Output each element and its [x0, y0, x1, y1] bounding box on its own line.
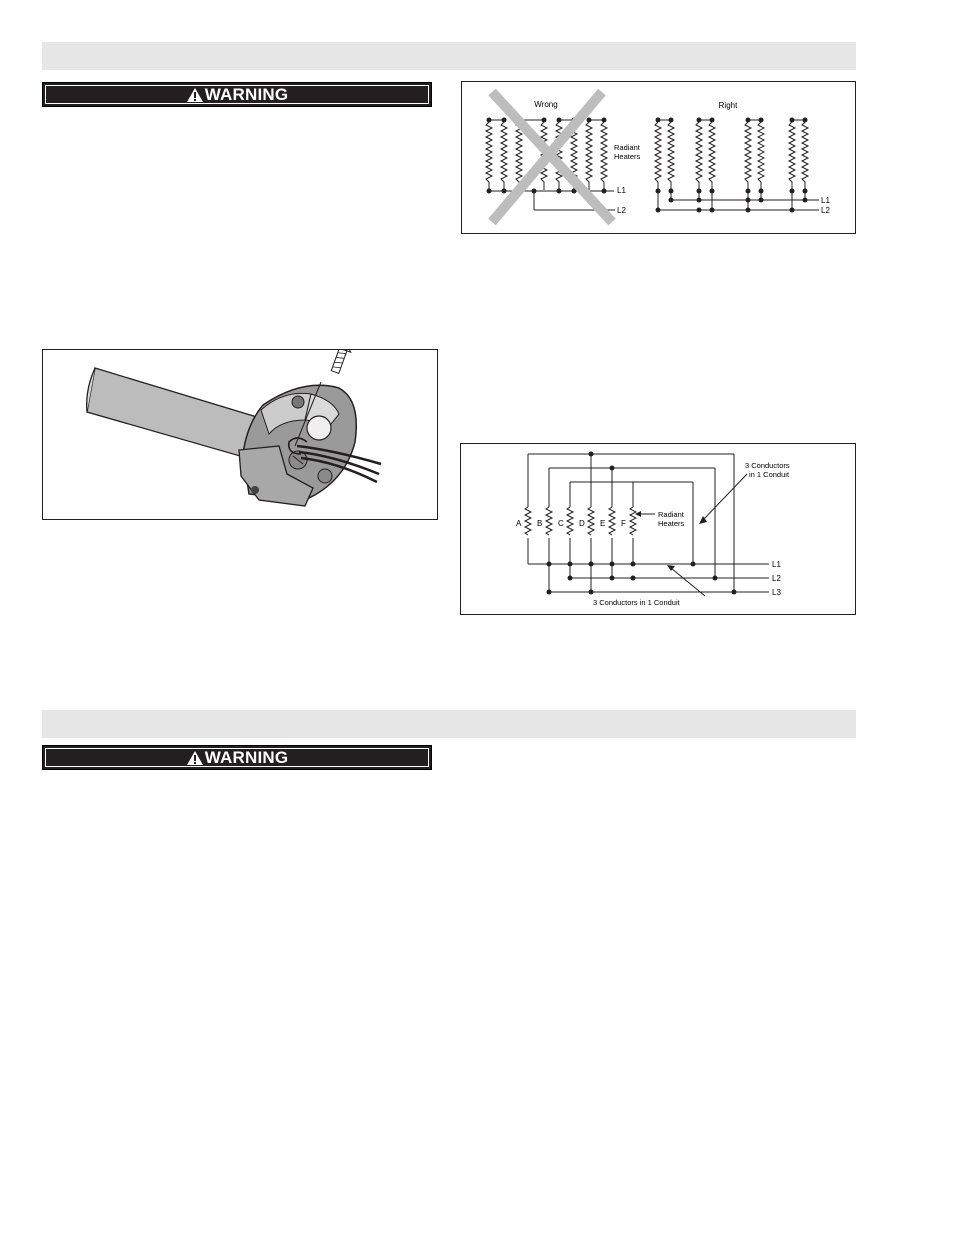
radiant-heaters-label-2: Heaters	[614, 152, 641, 161]
l2-label: L2	[772, 574, 781, 583]
wrong-label: Wrong	[534, 100, 558, 109]
wrong-l2-label: L2	[617, 206, 626, 215]
conduit-bottom-label: 3 Conductors in 1 Conduit	[593, 598, 680, 607]
three-phase-wiring-diagram	[461, 444, 855, 614]
figure-series-wiring	[461, 81, 856, 234]
heater-label-a: A	[516, 519, 522, 528]
warning-triangle-icon	[186, 87, 204, 103]
wrong-l1-label: L1	[617, 186, 626, 195]
warning-banner-2	[42, 745, 432, 770]
right-label: Right	[718, 101, 738, 110]
terminal-illustration	[43, 350, 437, 519]
warning-label: WARNING	[204, 84, 289, 104]
radiant-heaters-label-1: Radiant	[658, 510, 684, 519]
heater-label-f: F	[621, 519, 626, 528]
heater-label-e: E	[600, 519, 606, 528]
wrong-cross-mark	[492, 92, 612, 222]
heater-label-d: D	[579, 519, 585, 528]
heater-label-c: C	[558, 519, 564, 528]
heater-label-b: B	[537, 519, 543, 528]
figure-three-phase-wiring	[460, 443, 856, 615]
figure-terminal-illustration	[42, 349, 438, 520]
l3-label: L3	[772, 588, 781, 597]
conduit-top-label-1: 3 Conductors	[745, 461, 790, 470]
right-l2-label: L2	[821, 206, 830, 215]
series-wiring-diagram	[462, 82, 855, 233]
warning-banner-1	[42, 82, 432, 107]
section-header-bar-1	[42, 42, 856, 70]
right-l1-label: L1	[821, 196, 830, 205]
warning-label: WARNING	[204, 747, 289, 767]
warning-triangle-icon	[186, 750, 204, 766]
l1-label: L1	[772, 560, 781, 569]
section-header-bar-2	[42, 710, 856, 738]
conduit-top-label-2: in 1 Conduit	[749, 470, 790, 479]
radiant-heaters-label-1: Radiant	[614, 143, 640, 152]
radiant-heaters-label-2: Heaters	[658, 519, 685, 528]
